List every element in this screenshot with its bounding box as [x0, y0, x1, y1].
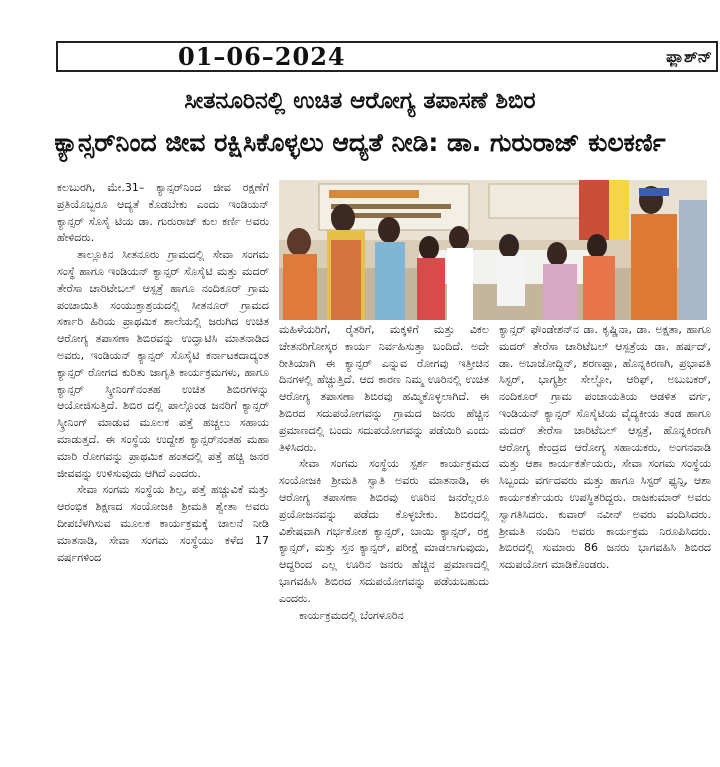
headline-main: ಸೀತನೂರಿನಲ್ಲಿ ಉಚಿತ ಆರೋಗ್ಯ ತಪಾಸಣೆ ಶಿಬಿರ [184, 88, 536, 114]
article-paragraph: ಸೇವಾ ಸಂಗಮ ಸಂಸ್ಥೆಯ ಶಿಲ್ಪ, ಪತ್ತೆ ಹಚ್ಚುವಿಕೆ ಮತ್ತು ಆರಂಭಿಕ ಶಿಕ್ಷಣದ ಸಂಯೋಜಕಿ ಶ್ರೀಮತಿ ಶ್ವೇತಾ ಅವರು ದೀಪಬೆಳಗಿಸುವ ಮೂಲಕ ಕಾರ್ಯಕ್ರಮಕ್ಕೆ ಚಾಲನೆ ನೀಡಿ ಮಾತನಾಡಿ, ಸೇವಾ ಸಂಗಮ ಸಂಸ್ಥೆಯು ಕಳೆದ 17 ವರ್ಷಗಳಿಂದ [57, 483, 269, 564]
newspaper-name: ಫ್ಲಾಶ್‌ನ್ [666, 47, 712, 66]
article-paragraph: ಮಹಿಳೆಯರಿಗೆ, ರೈತರಿಗೆ, ಮಕ್ಕಳಿಗೆ ಮತ್ತು ವಿಕಲ ಚೇತನರಿಗೋಸ್ಕರ ಕಾರ್ಯ ನಿರ್ವಹಿಸುತ್ತಾ ಬಂದಿದೆ. ಅದೇ ರೀತಿಯಾಗಿ ಈ ಕ್ಯಾನ್ಸರ್ ಎನ್ನುವ ರೋಗವು ಇತ್ತೀಚಿನ ದಿನಗಳಲ್ಲಿ ಹೆಚ್ಚುತ್ತಿದೆ. ಆದ ಕಾರಣ ನಿಮ್ಮ ಊರಿನಲ್ಲಿ ಉಚಿತ ಆರೋಗ್ಯ ತಪಾಸಣಾ ಶಿಬಿರವು ಹಮ್ಮಿಕೊಳ್ಳಲಾಗಿದೆ. ಈ ಶಿಬಿರದ ಸದುಪಯೋಗವನ್ನು ಗ್ರಾಮದ ಜನರು ಹೆಚ್ಚಿನ ಪ್ರಮಾಣದಲ್ಲಿ ಬಂದು ಸದುಪಯೋಗವನ್ನು ಪಡೆಯಿರಿ ಎಂದು ತಿಳಿಸಿದರು. [279, 323, 489, 454]
camp-photo [279, 180, 707, 320]
issue-date: 01–06–2024 [178, 42, 346, 71]
camp-photo-image [279, 180, 707, 320]
article-paragraph: ತಾಲ್ಲೂಕಿನ ಸೀತನೂರು ಗ್ರಾಮದಲ್ಲಿ ಸೇವಾ ಸಂಗಮ ಸಂಸ್ಥೆ ಹಾಗೂ ಇಂಡಿಯನ್ ಕ್ಯಾನ್ಸರ್ ಸೊಸೈಟಿ ಮತ್ತು ಮದರ್ ತೇರೆಸಾ ಚಾರಿಟೇಬಲ್ ಆಸ್ಪತ್ರೆ ಹಾಗೂ ನಂದಿಕೂರ್ ಗ್ರಾಮ ಪಂಚಾಯಿತಿ ಸಂಯುಕ್ತಾಶ್ರಯದಲ್ಲಿ ಸೀತನೂರ್ ಗ್ರಾಮದ ಸರ್ಕಾರಿ ಹಿರಿಯ ಪ್ರಾಥಮಿಕ ಶಾಲೆಯಲ್ಲಿ ಜರುಗಿದ ಉಚಿತ ಆರೋಗ್ಯ ತಪಾಸಣಾ ಶಿಬಿರವನ್ನು ಉದ್ಘಾಟಿಸಿ ಮಾತನಾಡಿದ ಅವರು, ಇಂಡಿಯನ್ ಕ್ಯಾನ್ಸರ್ ಸೊಸೈಟಿ ಕರ್ನಾಟಕದಾದ್ಯಂತ ಕ್ಯಾನ್ಸರ್ ರೋಗದ ಕುರಿತು ಜಾಗೃತಿ ಕಾರ್ಯಕ್ರಮಗಳು, ಹಾಗೂ ಕ್ಯಾನ್ಸರ್ ಸ್ಕ್ರೀನಿಂಗ್‌ನಂತಹ ಉಚಿತ ಶಿಬಿರಗಳನ್ನು ಆಯೋಜಿಸುತ್ತಿದೆ. ಶಿಬಿರ ದಲ್ಲಿ ಪಾಲ್ಗೊಂಡ ಜನರಿಗೆ ಕ್ಯಾನ್ಸರ್ ಸ್ಕ್ರೀನಿಂಗ್ ಮಾಡುವ ಮೂಲಕ ಪತ್ತೆ ಹಚ್ಚಲು ಸಹಾಯ ಮಾಡುತ್ತದೆ. ಈ ಸಂಸ್ಥೆಯ ಉದ್ದೇಶ ಕ್ಯಾನ್ಸರ್‌ನಂತಹ ಮಹಾ ಮಾರಿ ರೋಗವನ್ನು ಪ್ರಾಥಮಿಕ ಹಂತದಲ್ಲಿ ಪತ್ತೆ ಹಚ್ಚಿ ಜನರ ಜೀವವನ್ನು ಉಳಿಸುವುದು ಆಗಿದೆ ಎಂದರು. [57, 248, 269, 480]
article-column-3 [499, 322, 711, 764]
date-bar [56, 41, 718, 72]
article-column-2 [279, 322, 489, 764]
headline-sub: ಕ್ಯಾನ್ಸರ್‌ನಿಂದ ಜೀವ ರಕ್ಷಿಸಿಕೊಳ್ಳಲು ಆದ್ಯತೆ ನೀಡಿ: ಡಾ. ಗುರುರಾಜ್ ಕುಲಕರ್ಣಿ [54, 128, 666, 157]
article-paragraph: ಕ್ಯಾನ್ಸರ್ ಫೌಂಡೇಶನ್‌ನ ಡಾ. ಕೃಷ್ಣಿನಾ, ಡಾ. ಅಕ್ಷತಾ, ಹಾಗೂ ಮದರ್ ತೇರೆಸಾ ಚಾರಿಟೆಬಲ್ ಆಸ್ಪತ್ರೆಯ ಡಾ. ಹರ್ಷದ್, ಡಾ. ಅಬಾಜೋದ್ದಿನ್, ಶರಣಪ್ಪಾ, ಹೊನ್ನಕಿರಣಗಿ, ಪ್ರಭಾವತಿ ಸಿಸ್ಟರ್, ಭಾಗ್ಯಶ್ರೀ ಸೇಲ್ಟೋ, ಆರಿಫ್, ಅಬುಬಕರ್, ನಂದಿಕೂರ್ ಗ್ರಾಮ ಪಂಚಾಯತಿಯ ಆಡಳಿತ ವರ್ಗ, ಇಂಡಿಯನ್ ಕ್ಯಾನ್ಸರ್ ಸೊಸೈಟಿಯ ವೈದ್ಯಕೀಯ ತಂಡ ಹಾಗೂ ಮದರ್ ತೇರೆಸಾ ಚಾರಿಟೆಬಲ್ ಆಸ್ಪತ್ರೆ, ಹೊನ್ನಕಿರಣಗಿ ಆರೋಗ್ಯ ಕೇಂದ್ರದ ಆರೋಗ್ಯ ಸಹಾಯಕರು, ಅಂಗನವಾಡಿ ಮತ್ತು ಆಶಾ ಕಾರ್ಯಕರ್ತೆಯರು, ಸೇವಾ ಸಂಗಮ ಸಂಸ್ಥೆಯ ಸಿಬ್ಬಂದು ವರ್ಗದವರು ಮತ್ತು ಹಾಗೂ ಸಿಸ್ಟರ್ ಫ್ಯನ್ಸಿ, ಆಶಾ ಕಾರ್ಯಕರ್ತೆಯರು ಉಪಸ್ಥಿತರಿದ್ದರು. ರಾಜಕುಮಾರ್ ಅವರು ಸ್ವಾಗತಿಸಿದರು. ಕುವಾರ್ ನವೀನ್ ಅವರು ವಂದಿಸಿದರು. ಶ್ರೀಮತಿ ನಂದಿನಿ ಅವರು ಕಾರ್ಯಕ್ರಮ ನಿರೂಪಿಸಿದರು. ಶಿಬಿರದಲ್ಲಿ ಸುಮಾರು 86 ಜನರು ಭಾಗವಹಿಸಿ ಶಿಬಿರದ ಸದುಪಯೋಗ ಮಾಡಿಕೊಂಡರು. [499, 323, 711, 572]
article-column-1 [57, 180, 269, 764]
article-paragraph: ಕಲಬುರಗಿ, ಮೇ.31– ಕ್ಯಾನ್ಸರ್‌ನಿಂದ ಜೀವ ರಕ್ಷಣೆಗೆ ಪ್ರತಿಯೊಬ್ಬರೂ ಆದ್ಯತೆ ಕೊಡಬೇಕು ಎಂದು ಇಂಡಿಯನ್ ಕ್ಯಾನ್ಸರ್ ಸೊಸೈ ಟಿಯ ಡಾ. ಗುರುರಾಜ್ ಕುಲ ಕರ್ಣಿ ಅವರು ಹೇಳಿದರು. [57, 181, 269, 245]
article-paragraph: ಸೇವಾ ಸಂಗಮ ಸಂಸ್ಥೆಯ ಸ್ಪರ್ಶ ಕಾರ್ಯಕ್ರಮದ ಸಂಯೋಜಕಿ ಶ್ರೀಮತಿ ಸ್ವಾತಿ ಅವರು ಮಾತನಾಡಿ, ಈ ಆರೋಗ್ಯ ತಪಾಸಣಾ ಶಿಬಿರವು ಊರಿನ ಜನರೆಲ್ಲರೂ ಪ್ರಯೋಜನವನ್ನು ಪಡೆದು ಕೊಳ್ಳಬೇಕು. ಶಿಬಿರದಲ್ಲಿ ವಿಶೇಷವಾಗಿ ಗರ್ಭಕೋಶ ಕ್ಯಾನ್ಸರ್, ಬಾಯಿ ಕ್ಯಾನ್ಸರ್, ರಕ್ತ ಕ್ಯಾನ್ಸರ್, ಮತ್ತು ಸ್ತನ ಕ್ಯಾನ್ಸರ್, ಪರೀಕ್ಷೆ ಮಾಡಲಾಗುವುದು, ಆದ್ದರಿಂದ ಎಲ್ಲ ಊರಿನ ಜನರು ಹೆಚ್ಚಿನ ಪ್ರಮಾಣದಲ್ಲಿ ಭಾಗವಹಿಸಿ ಶಿಬಿರದ ಸದುಪಯೋಗವನ್ನು ಪಡೆಯಬಹುದು ಎಂದರು. [279, 457, 489, 605]
article-paragraph: ಕಾರ್ಯಕ್ರಮದಲ್ಲಿ ಬೆಂಗಳೂರಿನ [299, 608, 404, 622]
